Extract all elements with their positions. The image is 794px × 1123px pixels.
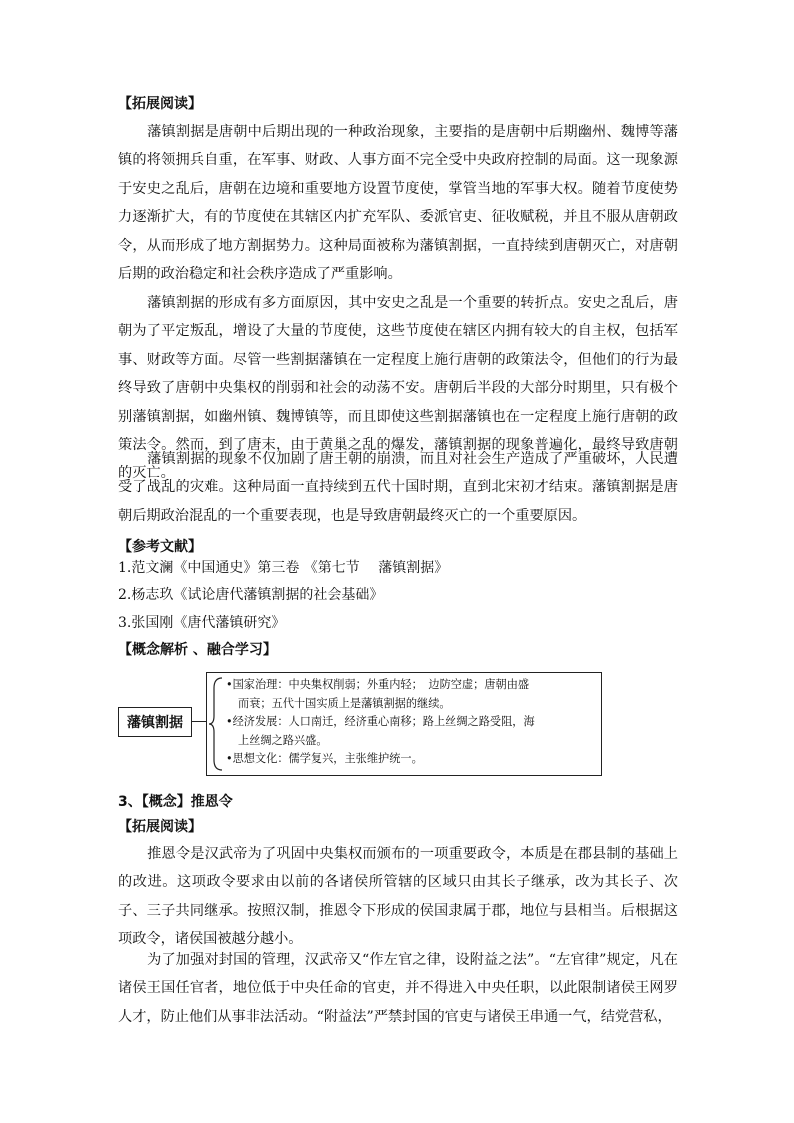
paragraph-5: 为了加强对封国的管理，汉武帝又“作左官之律，设附益之法”。“左官律”规定，凡在诸侯王国任官者，地位低于中央任命的官吏，并不得进入中央任职，以此限制诸侯王网罗人才，防止他们从事非法活动。“附益法”严禁封国的官吏与诸侯王串通一气，结党营私，: [118, 952, 678, 1025]
section-3-title: 3、【概念】推恩令: [118, 794, 233, 810]
concept-term-box: [118, 707, 192, 737]
section-heading-extended-reading: 【拓展阅读】: [118, 96, 202, 112]
section-heading-references: 【参考文献】: [118, 539, 202, 555]
diagram-connector: [192, 721, 206, 722]
reference-item-2: 2.杨志玖《试论唐代藩镇割据的社会基础》: [118, 587, 384, 603]
section-heading-extended-reading-2: 【拓展阅读】: [118, 819, 202, 835]
paragraph-3: 藩镇割据的现象不仅加剧了唐王朝的崩溃，而且对社会生产造成了严重破坏，人民遭受了战乱的灾难。这种局面一直持续到五代十国时期，直到北宋初才结束。藩镇割据是唐朝后期政治混乱的一个重要表现，也是导致唐朝最终灭亡的一个重要原因。: [118, 451, 678, 524]
bullet-governance: •国家治理：中央集权削弱；外重内轻； 边防空虚；唐朝由盛: [226, 678, 530, 691]
paragraph-1: 藩镇割据是唐朝中后期出现的一种政治现象，主要指的是唐朝中后期幽州、魏博等藩镇的将领拥兵自重，在军事、财政、人事方面不完全受中央政府控制的局面。这一现象源于安史之乱后，唐朝在边境和重要地方设置节度使，掌管当地的军事大权。随着节度使势力逐渐扩大，有的节度使在其辖区内扩充军队、委派官吏、征收赋税，并且不服从唐朝政令，从而形成了地方割据势力。这种局面被称为藩镇割据，一直持续到唐朝灭亡，对唐朝后期的政治稳定和社会秩序造成了严重影响。: [118, 124, 678, 283]
bullet-governance-cont: 而衰；五代十国实质上是藩镇割据的继续。: [238, 696, 451, 710]
reference-item-3: 3.张国刚《唐代藩镇研究》: [118, 615, 286, 631]
section-heading-concept: 【概念解析 、融合学习】: [118, 642, 277, 658]
paragraph-2: 藩镇割据的形成有多方面原因，其中安史之乱是一个重要的转折点。安史之乱后，唐朝为了平定叛乱，增设了大量的节度使，这些节度使在辖区内拥有较大的自主权，包括军事、财政等方面。尽管一些割据藩镇在一定程度上施行唐朝的政策法令，但他们的行为最终导致了唐朝中央集权的削弱和社会的动荡不安。唐朝后半段的大部分时期里，只有极个别藩镇割据，如幽州镇、魏博镇等，而且即使这些割据藩镇也在一定程度上施行唐朝的政策法令。然而，到了唐末，由于黄巢之乱的爆发，藩镇割据的现象普遍化，最终导致唐朝的灭亡。: [118, 295, 678, 482]
brace-icon: [208, 676, 224, 772]
concept-bullet-list: [226, 676, 598, 769]
paragraph-4: 推恩令是汉武帝为了巩固中央集权而颁布的一项重要政令，本质是在郡县制的基础上的改进。这项政令要求由以前的各诸侯所管辖的区域只由其长子继承，改为其长子、次子、三子共同继承。按照汉制，推恩令下形成的侯国隶属于郡，地位与县相当。后根据这项政令，诸侯国被越分越小。: [118, 846, 678, 948]
bullet-economy-cont: 上丝绸之路兴盛。: [238, 733, 328, 747]
concept-term: 藩镇割据: [127, 715, 183, 731]
bullet-economy: •经济发展：人口南迁，经济重心南移；路上丝绸之路受阻，海: [226, 715, 535, 729]
reference-item-1: 1.范文澜《中国通史》第三卷 《第七节 藩镇割据》: [118, 560, 449, 576]
bullet-culture: •思想文化：儒学复兴，主张维护统一。: [226, 752, 423, 766]
